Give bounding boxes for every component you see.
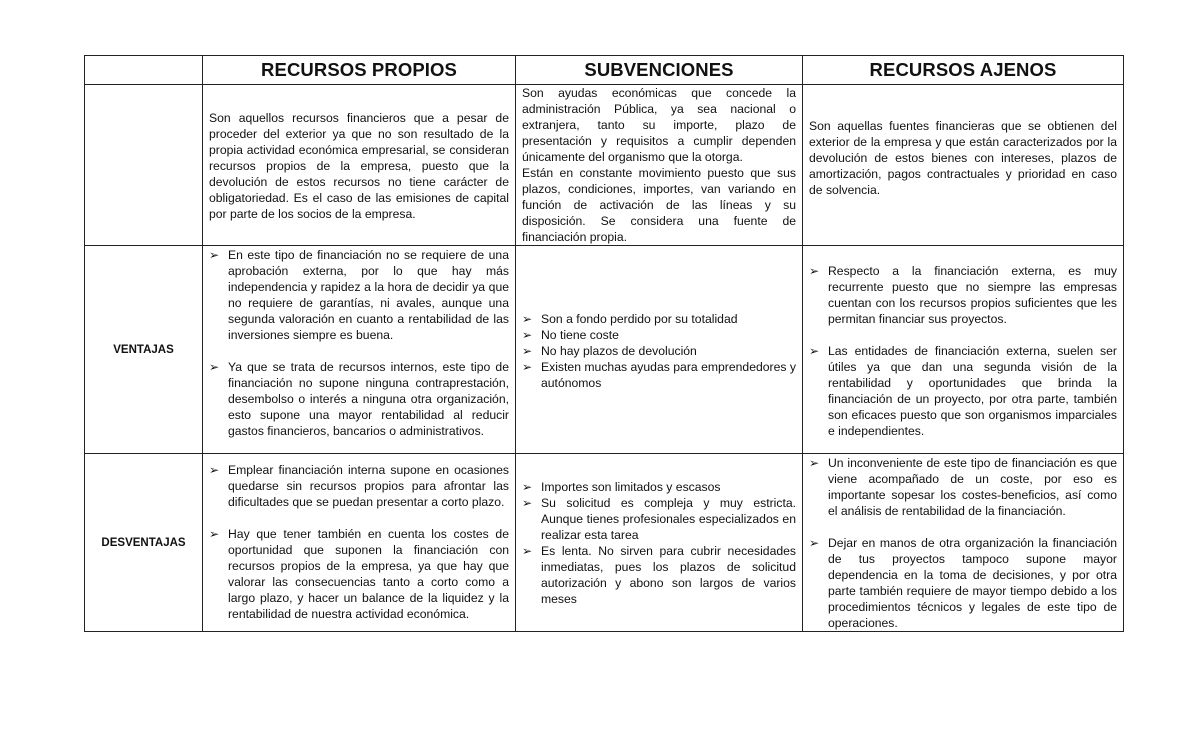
list-item: ➢ Un inconveniente de este tipo de financiación es que viene acompañado de un coste, por eso es importante sopesar los costes-beneficios, así como el análisis de rentabilidad de la financiación. xyxy=(809,456,1117,518)
definition-subvenciones-text-2: Están en constante movimiento puesto que sus plazos, condiciones, importes, van variando en función de activación de las líneas y su disposición. Se considera una fuente de financiación propia. xyxy=(522,166,796,244)
list-item: ➢ No hay plazos de devolución xyxy=(522,344,697,358)
definition-propios-cell xyxy=(203,85,516,246)
list-item: ➢ Respecto a la financiación externa, es muy recurrente puesto que no siempre las empresas cuentan con los recursos propios suficientes que les permitan financiar sus proyectos. xyxy=(809,264,1117,326)
list-item: ➢ Es lenta. No sirven para cubrir necesidades inmediatas, pues los plazos de solicitud autorización y abono son largos de varios meses xyxy=(522,544,796,606)
list-item: ➢ No tiene coste xyxy=(522,328,619,342)
ventajas-propios-list xyxy=(209,247,509,439)
list-item: ➢ Hay que tener también en cuenta los costes de oportunidad que suponen la financiación con recursos propios de la empresa, ya que hay que valorar las consecuencias tanto a corto como a largo plazo, y hacer un balance de la liquidez y la rentabilidad de nuestra actividad económica. xyxy=(209,527,509,621)
arrow-bullet-icon: ➢ xyxy=(809,536,820,550)
corner-cell xyxy=(85,56,203,85)
list-item: ➢ Las entidades de financiación externa, suelen ser útiles ya que dan una segunda visión de la rentabilidad y oportunidades que brinda la financiación de un proyecto, por otra parte, también son eficaces puesto que son organismos imparciales e independientes. xyxy=(809,344,1117,438)
list-item: ➢ En este tipo de financiación no se requiere de una aprobación externa, por lo que hay más independencia y rapidez a la hora de decidir ya que no requiere de garantías, ni avales, aunque una segunda valoración en cuanto a rentabilidad de las inversiones siempre es buena. xyxy=(209,248,509,342)
header-recursos-propios: RECURSOS PROPIOS xyxy=(203,56,516,85)
desventajas-ajenos-list xyxy=(809,455,1117,631)
row-label-ventajas: VENTAJAS xyxy=(85,246,203,454)
list-item: ➢ Ya que se trata de recursos internos, este tipo de financiación no supone ninguna contraprestación, desembolso o interés a ninguna otra organización, esto supone una mayor rentabilidad al reducir gastos financieros, bancarios o administrativos. xyxy=(209,360,509,438)
ventajas-propios-cell xyxy=(203,246,516,454)
arrow-bullet-icon: ➢ xyxy=(522,360,533,374)
list-item: ➢ Dejar en manos de otra organización la financiación de tus proyectos tampoco supone mayor dependencia en la toma de decisiones, y por otra parte también requiere de mayor tiempo debido a los procedimientos técnicos y legales de este tipo de operaciones. xyxy=(809,536,1117,630)
arrow-bullet-icon: ➢ xyxy=(809,456,820,470)
list-item: ➢ Su solicitud es compleja y muy estricta. Aunque tienes profesionales especializados en realizar esta tarea xyxy=(522,496,796,542)
ventajas-ajenos-cell xyxy=(803,246,1124,454)
arrow-bullet-icon: ➢ xyxy=(209,248,220,262)
ventajas-subvenciones-list xyxy=(522,311,796,391)
arrow-bullet-icon: ➢ xyxy=(809,264,820,278)
definition-label-cell xyxy=(85,85,203,246)
desventajas-propios-cell xyxy=(203,454,516,632)
arrow-bullet-icon: ➢ xyxy=(209,527,220,541)
definition-propios-text: Son aquellos recursos financieros que a pesar de proceder del exterior ya que no son resultado de la propia actividad económica empresarial, se consideran recursos propios de la empresa, puesto que la devolución de estos recursos no tiene carácter de obligatoriedad. Es el caso de las emisiones de capital por parte de los socios de la empresa. xyxy=(209,111,509,221)
arrow-bullet-icon: ➢ xyxy=(209,360,220,374)
arrow-bullet-icon: ➢ xyxy=(522,344,533,358)
row-label-desventajas: DESVENTAJAS xyxy=(85,454,203,632)
list-item: ➢ Emplear financiación interna supone en ocasiones quedarse sin recursos propios para afrontar las dificultades que se puedan presentar a corto plazo. xyxy=(209,463,509,509)
desventajas-propios-list xyxy=(209,462,509,622)
desventajas-subvenciones-cell xyxy=(516,454,803,632)
definition-ajenos-cell xyxy=(803,85,1124,246)
definition-ajenos-text: Son aquellas fuentes financieras que se obtienen del exterior de la empresa y que están caracterizados por la devolución de estos bienes con intereses, plazos de amortización, pagos contractuales y prioridad en caso de solvencia. xyxy=(809,119,1117,197)
list-item: ➢ Importes son limitados y escasos xyxy=(522,480,721,494)
arrow-bullet-icon: ➢ xyxy=(209,463,220,477)
list-item: ➢ Existen muchas ayudas para emprendedores y autónomos xyxy=(522,360,796,390)
ventajas-subvenciones-cell xyxy=(516,246,803,454)
arrow-bullet-icon: ➢ xyxy=(809,344,820,358)
ventajas-row xyxy=(85,246,1124,454)
arrow-bullet-icon: ➢ xyxy=(522,496,533,510)
desventajas-ajenos-cell xyxy=(803,454,1124,632)
definition-row xyxy=(85,85,1124,246)
definition-subvenciones-text-1: Son ayudas económicas que concede la administración Pública, ya sea nacional o extranjera, tanto su importe, plazo de presentación y requisitos a cumplir dependen únicamente del organismo que la otorga. xyxy=(522,86,796,164)
arrow-bullet-icon: ➢ xyxy=(522,312,533,326)
desventajas-row xyxy=(85,454,1124,632)
arrow-bullet-icon: ➢ xyxy=(522,544,533,558)
header-subvenciones: SUBVENCIONES xyxy=(516,56,803,85)
arrow-bullet-icon: ➢ xyxy=(522,328,533,342)
header-row xyxy=(85,56,1124,85)
header-recursos-ajenos: RECURSOS AJENOS xyxy=(803,56,1124,85)
definition-subvenciones-cell xyxy=(516,85,803,246)
list-item: ➢ Son a fondo perdido por su totalidad xyxy=(522,312,738,326)
comparison-table xyxy=(84,55,1124,632)
arrow-bullet-icon: ➢ xyxy=(522,480,533,494)
ventajas-ajenos-list xyxy=(809,263,1117,439)
desventajas-subvenciones-list xyxy=(522,479,796,607)
